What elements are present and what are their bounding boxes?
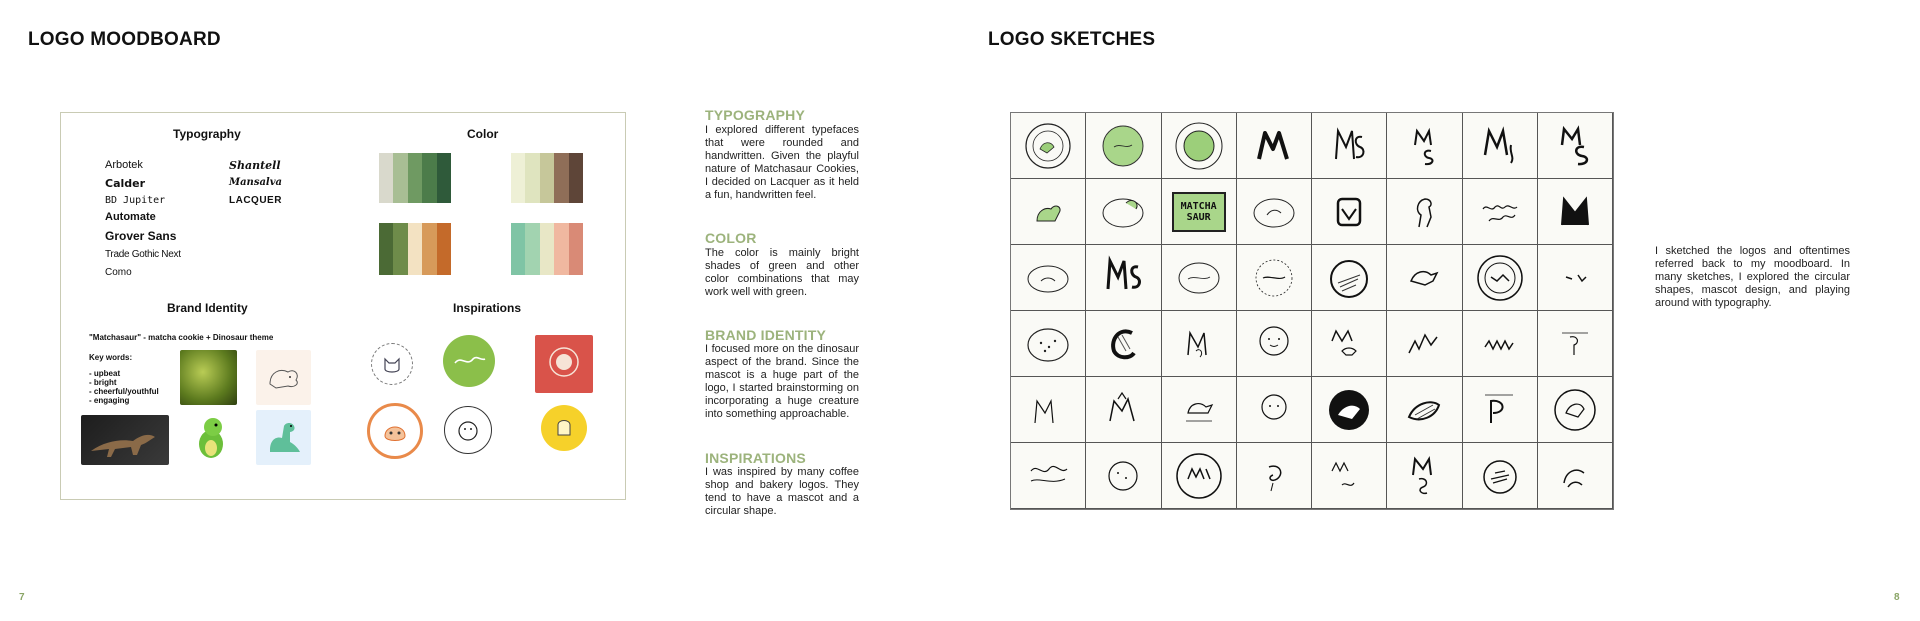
sketch-m-dino	[1162, 311, 1237, 377]
yellow-logo	[541, 405, 587, 451]
sketch-circle-cookies	[1086, 443, 1161, 509]
red-bakery-logo	[535, 335, 593, 393]
keyword: - bright	[89, 378, 117, 387]
sketch-m-thin	[1011, 377, 1086, 443]
sketch-dino-lines	[1538, 443, 1613, 509]
typography-section-body: I explored different typefaces that were rounded and handwritten. Given the playful nature of Matchasaur Cookies, I decided on Lacquer as it held a fun, handwritten feel.	[705, 124, 859, 201]
font-sample: Como	[105, 267, 132, 278]
keyword: - cheerful/youthful	[89, 387, 159, 396]
font-sample: Automate	[105, 211, 156, 223]
inspirations-heading: Inspirations	[453, 301, 522, 315]
sketch-dino-script	[1086, 179, 1161, 245]
sketch-circle-matcha-saur	[1463, 245, 1538, 311]
sketches-title: LOGO SKETCHES	[988, 29, 1156, 50]
sketch-m-crown	[1086, 377, 1161, 443]
green-script-logo	[443, 335, 495, 387]
brand-tagline: "Matchasaur" - matcha cookie + Dinosaur theme	[89, 333, 274, 342]
keywords-label: Key words:	[89, 353, 133, 362]
sketch-wave-cookie	[1011, 443, 1086, 509]
sketch-dino-head	[1387, 245, 1462, 311]
sketch-matcha-script	[1463, 179, 1538, 245]
typography-section-heading: TYPOGRAPHY	[705, 107, 806, 123]
sketch-c-hatched	[1086, 311, 1161, 377]
sketch-m-script	[1463, 113, 1538, 179]
sketch-matcha-saur-p	[1463, 377, 1538, 443]
dinosaur-plush-image	[186, 410, 236, 465]
sketch-dotted-cookie	[1011, 311, 1086, 377]
sketch-matcha-text	[1312, 443, 1387, 509]
sketch-oval-dino	[1237, 179, 1312, 245]
color-heading: Color	[467, 127, 499, 141]
sketch-dino-standing	[1387, 179, 1462, 245]
moodboard-frame	[60, 112, 626, 500]
brand-identity-section-body: I focused more on the dinosaur aspect of the brand. Since the mascot is a huge part of the logo, I started brainstorming on incorporating a huge creature into something approachable.	[705, 343, 859, 420]
sketch-ms-tall	[1086, 245, 1161, 311]
inspirations-section-heading: INSPIRATIONS	[705, 450, 806, 466]
sketch-matcha-saur-box	[1162, 179, 1237, 245]
cat-coffee-logo	[371, 343, 413, 385]
sketch-hatched-leaf	[1387, 377, 1462, 443]
sketch-dino-green	[1011, 179, 1086, 245]
font-sample: Trade Gothic Next	[105, 249, 181, 260]
font-sample: Mansalva	[229, 177, 283, 188]
typography-heading: Typography	[173, 127, 241, 141]
sketch-circle-scribble	[1463, 443, 1538, 509]
palette-greens-2	[379, 223, 451, 275]
sketch-oval-text	[1162, 245, 1237, 311]
font-sample: Grover Sans	[105, 229, 177, 243]
sketch-face-logo	[444, 406, 492, 454]
sketch-ms-stacked	[1387, 113, 1462, 179]
page-number-left: 7	[19, 592, 25, 603]
sketch-spiky	[1463, 311, 1538, 377]
sketch-circle-badge	[1011, 113, 1086, 179]
sketches-description: I sketched the logos and oftentimes referred back to my moodboard. In many sketches, I explored the circular shapes, mascot design, and playing around with typography.	[1655, 245, 1850, 309]
sketch-ms-monogram	[1312, 113, 1387, 179]
color-section-body: The color is mainly bright shades of green and other color combinations that may work well with green.	[705, 247, 859, 298]
page-number-right: 8	[1894, 592, 1900, 603]
sketch-face-cookie	[1237, 377, 1312, 443]
dog-cafe-logo	[367, 403, 423, 459]
sketch-matcha-cookies	[1538, 311, 1613, 377]
cartoon-dinosaur-image	[256, 410, 311, 465]
green-dinosaur-figure-image	[180, 350, 237, 405]
palette-pastel	[511, 223, 583, 275]
font-sample: BD Jupiter	[105, 195, 166, 206]
sketch-hatched-circle	[1312, 245, 1387, 311]
color-section-heading: COLOR	[705, 230, 757, 246]
sketch-circle-dino	[1538, 377, 1613, 443]
dinosaur-sketch-image	[256, 350, 311, 405]
sketch-green-circle	[1086, 113, 1161, 179]
sketch-circle-text	[1237, 245, 1312, 311]
sketch-ms-serif	[1538, 113, 1613, 179]
sketch-swirl	[1237, 443, 1312, 509]
keyword: - upbeat	[89, 369, 121, 378]
sketch-dino-minimal	[1538, 245, 1613, 311]
sketch-m-block	[1538, 179, 1613, 245]
font-sample: Calder	[105, 177, 146, 190]
sketch-grid	[1010, 112, 1614, 510]
font-sample: Shantell	[229, 159, 281, 172]
brand-identity-section-heading: BRAND IDENTITY	[705, 327, 827, 343]
sketch-face-circle	[1237, 311, 1312, 377]
sketch-m-bold	[1237, 113, 1312, 179]
palette-neutrals	[511, 153, 583, 203]
sketch-circle-ring	[1162, 113, 1237, 179]
sketch-bold-circle-dino	[1312, 377, 1387, 443]
keyword: - engaging	[89, 396, 130, 405]
sketch-circle-matcha-lettering	[1162, 443, 1237, 509]
moodboard-title: LOGO MOODBOARD	[28, 29, 221, 50]
font-sample: Arbotek	[105, 159, 143, 171]
realistic-dinosaur-image	[81, 415, 169, 465]
sketch-oval-cookies	[1011, 245, 1086, 311]
sketch-m-cloud	[1312, 311, 1387, 377]
palette-greens-1	[379, 153, 451, 203]
brand-identity-heading: Brand Identity	[167, 301, 248, 315]
sketch-cup-dino	[1312, 179, 1387, 245]
sketch-ms-dino	[1387, 443, 1462, 509]
matcha-saur-box-text: MATCHA SAUR	[1172, 192, 1226, 232]
inspirations-section-body: I was inspired by many coffee shop and bakery logos. They tend to have a mascot and a circular shape.	[705, 466, 859, 517]
sketch-dino-zigzag	[1387, 311, 1462, 377]
font-sample: LACQUER	[229, 195, 282, 206]
sketch-dino-cookies	[1162, 377, 1237, 443]
